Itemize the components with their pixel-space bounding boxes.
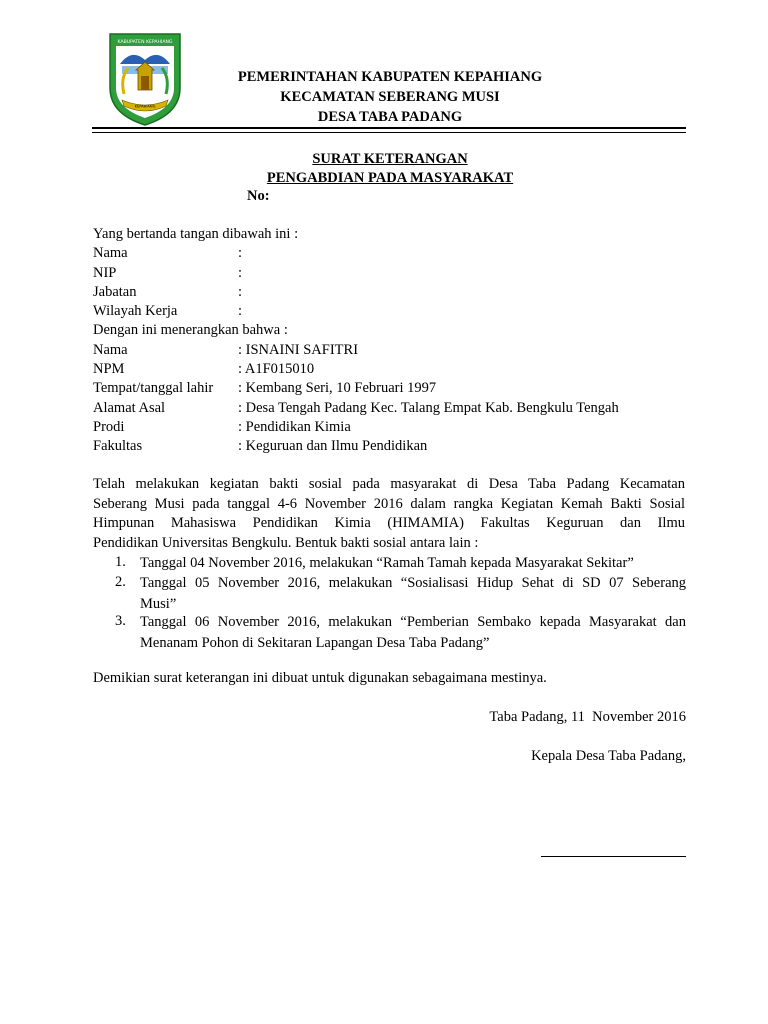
letterhead-rule-thin	[92, 132, 686, 133]
activity-item	[140, 553, 686, 574]
subject-intro: Dengan ini menerangkan bahwa :	[93, 322, 288, 338]
signature-title: Kepala Desa Taba Padang,	[531, 748, 686, 764]
activity-item	[140, 573, 686, 614]
signer-field-label: Jabatan	[93, 284, 137, 300]
activity-line: Tanggal 06 November 2016, melakukan “Pemberian Sembako kepada Masyarakat dan	[140, 614, 686, 630]
subject-field-label: Prodi	[93, 419, 125, 435]
signer-field-value: :	[238, 265, 243, 281]
subject-field-value: : ISNAINI SAFITRI	[238, 342, 359, 358]
svg-text:KEPAHIANG: KEPAHIANG	[134, 104, 156, 109]
activity-number: 3.	[115, 613, 126, 629]
header-village: DESA TABA PADANG	[317, 109, 463, 125]
header-district: KECAMATAN SEBERANG MUSI	[280, 89, 500, 105]
document-title: SURAT KETERANGAN	[312, 151, 468, 167]
subject-field-label: Alamat Asal	[93, 400, 166, 416]
document-number-label: No:	[247, 188, 270, 204]
signature-line	[541, 856, 686, 857]
subject-field-value: : Kembang Seri, 10 Februari 1997	[238, 380, 437, 396]
activity-line: Tanggal 04 November 2016, melakukan “Ramah Tamah kepada Masyarakat Sekitar”	[140, 555, 634, 571]
subject-field-value: : Keguruan dan Ilmu Pendidikan	[238, 438, 428, 454]
regency-emblem-logo	[106, 30, 184, 127]
signer-field-label: NIP	[93, 265, 117, 281]
header-government: PEMERINTAHAN KABUPATEN KEPAHIANG	[237, 69, 543, 85]
body-line: Telah melakukan kegiatan bakti sosial pada masyarakat di Desa Taba Padang Kecamatan	[93, 476, 685, 492]
closing-statement: Demikian surat keterangan ini dibuat untuk digunakan sebagaimana mestinya.	[93, 670, 547, 686]
body-line: Seberang Musi pada tanggal 4-6 November 2016 dalam rangka Kegiatan Kemah Bakti Sosial	[93, 495, 685, 512]
signer-intro: Yang bertanda tangan dibawah ini :	[93, 226, 299, 242]
activity-line: Menanam Pohon di Sekitaran Lapangan Desa Taba Padang”	[140, 634, 490, 651]
signer-field-value: :	[238, 303, 243, 319]
activity-item	[140, 612, 686, 653]
signer-field-label: Nama	[93, 245, 128, 261]
subject-field-label: Tempat/tanggal lahir	[93, 380, 214, 396]
subject-field-value: : A1F015010	[238, 361, 315, 377]
subject-field-label: Fakultas	[93, 438, 143, 454]
signer-field-value: :	[238, 245, 243, 261]
body-line: Pendidikan Universitas Bengkulu. Bentuk bakti sosial antara lain :	[93, 535, 479, 552]
activity-number: 1.	[115, 554, 126, 570]
document-subtitle: PENGABDIAN PADA MASYARAKAT	[266, 170, 514, 186]
body-line: Himpunan Mahasiswa Pendidikan Kimia (HIMAMIA) Fakultas Keguruan dan Ilmu	[93, 515, 685, 532]
subject-field-label: NPM	[93, 361, 125, 377]
subject-field-label: Nama	[93, 342, 128, 358]
subject-field-value: : Pendidikan Kimia	[238, 419, 351, 435]
body-paragraph	[93, 475, 685, 554]
svg-text:KABUPATEN KEPAHIANG: KABUPATEN KEPAHIANG	[117, 40, 173, 45]
subject-field-value: : Desa Tengah Padang Kec. Talang Empat Kab. Bengkulu Tengah	[238, 400, 619, 416]
signer-field-value: :	[238, 284, 243, 300]
place-date: Taba Padang, 11 November 2016	[489, 709, 686, 725]
signer-field-label: Wilayah Kerja	[93, 303, 178, 319]
activity-line: Tanggal 05 November 2016, melakukan “Sosialisasi Hidup Sehat di SD 07 Seberang	[140, 575, 686, 591]
letterhead-rule-thick	[92, 127, 686, 129]
activity-number: 2.	[115, 574, 126, 590]
activity-line: Musi”	[140, 595, 177, 612]
